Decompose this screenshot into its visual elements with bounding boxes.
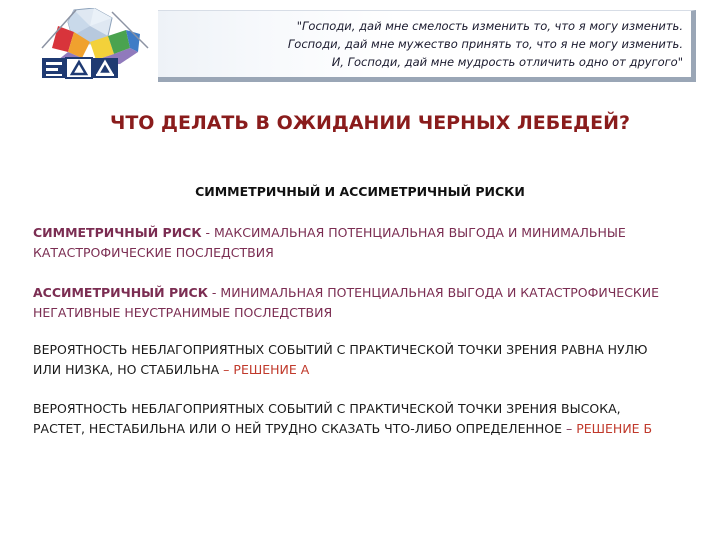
dash-separator: - — [207, 285, 221, 300]
risk-definition: МИНИМАЛЬНАЯ ПОТЕНЦИАЛЬНАЯ ВЫГОДА И КАТАСТРОФИЧЕСКИЕ НЕГАТИВНЫЕ НЕУСТРАНИМЫЕ ПОСЛЕДСТВИЯ — [33, 285, 660, 320]
probability-text: ВЕРОЯТНОСТЬ НЕБЛАГОПРИЯТНЫХ СОБЫТИЙ С ПРАКТИЧЕСКОЙ ТОЧКИ ЗРЕНИЯ ВЫСОКА, РАСТЕТ, НЕСТАБИЛЬНА ИЛИ О НЕЙ ТРУДНО СКАЗАТЬ ЧТО-ЛИБО ОПРЕДЕЛЕННОЕ — [33, 401, 621, 436]
dash-separator: – — [565, 421, 577, 436]
quote-line: Господи, дай мне мужество принять то, что я не могу изменить. — [287, 37, 683, 51]
dash-separator: - — [201, 225, 215, 240]
slide-title: ЧТО ДЕЛАТЬ В ОЖИДАНИИ ЧЕРНЫХ ЛЕБЕДЕЙ? — [109, 112, 631, 134]
probability-paragraph — [33, 399, 673, 439]
slide-subtitle: СИММЕТРИЧНЫЙ И АССИМЕТРИЧНЫЙ РИСКИ — [195, 184, 525, 199]
diamond-logo-icon — [28, 8, 156, 80]
risk-term: СИММЕТРИЧНЫЙ РИСК — [33, 225, 202, 240]
probability-paragraph — [33, 340, 673, 380]
quote-line: "Господи, дай мне смелость изменить то, что я могу изменить. — [296, 19, 683, 33]
definition-paragraph — [33, 283, 673, 323]
definition-paragraph — [33, 223, 673, 263]
solution-label: РЕШЕНИЕ А — [233, 362, 310, 377]
quote-line: И, Господи, дай мне мудрость отличить одно от другого" — [331, 55, 683, 69]
risk-definition: МАКСИМАЛЬНАЯ ПОТЕНЦИАЛЬНАЯ ВЫГОДА И МИНИМАЛЬНЫЕ КАТАСТРОФИЧЕСКИЕ ПОСЛЕДСТВИЯ — [33, 225, 626, 260]
probability-text: ВЕРОЯТНОСТЬ НЕБЛАГОПРИЯТНЫХ СОБЫТИЙ С ПРАКТИЧЕСКОЙ ТОЧКИ ЗРЕНИЯ РАВНА НУЛЮ ИЛИ НИЗКА, НО СТАБИЛЬНА — [33, 342, 648, 377]
quote-box — [158, 10, 696, 82]
solution-label: РЕШЕНИЕ Б — [576, 421, 653, 436]
risk-term: АССИМЕТРИЧНЫЙ РИСК — [33, 285, 208, 300]
dash-separator: – — [223, 362, 234, 377]
